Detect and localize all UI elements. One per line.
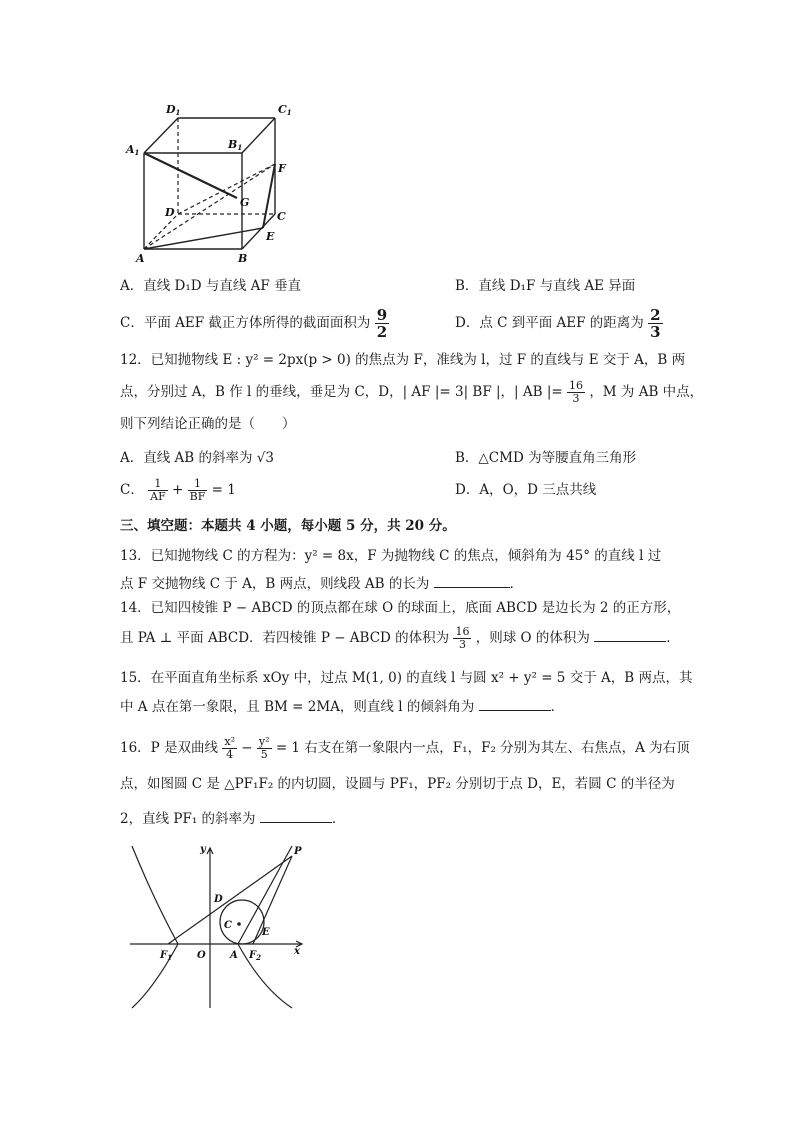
edge-a1d1: [144, 118, 178, 153]
q12-c-fraction1: [148, 478, 168, 503]
label-e: E: [266, 230, 275, 243]
label-d1: D1: [166, 103, 181, 117]
label-c1: C1: [278, 103, 292, 117]
q16-fy-num: y²: [258, 735, 270, 748]
q16-fraction-x: [222, 736, 237, 761]
q16-line1: [120, 736, 690, 761]
section3-heading: 三、填空题：本题共 4 小题，每小题 5 分，共 20 分。: [120, 518, 456, 534]
label-e: E: [262, 927, 270, 938]
q13-answer-blank[interactable]: [434, 573, 510, 588]
q16-line1-text: 16．P 是双曲线: [120, 740, 219, 756]
edge-b1c1: [242, 118, 275, 153]
label-b: B: [238, 252, 248, 265]
q12-line1: 12．已知抛物线 E : y² = 2px(p > 0) 的焦点为 F，准线为 l，过 F 的直线与 E 交于 A，B 两: [120, 352, 686, 368]
q14-num: 16: [455, 625, 470, 638]
label-c: C: [277, 210, 286, 223]
q11-c-num: 9: [376, 306, 388, 324]
q12-c-fraction2: [188, 478, 208, 503]
q14-line2-text: 且 PA ⊥ 平面 ABCD．若四棱锥 P − ABCD 的体积为: [120, 630, 450, 646]
q11-option-d: [455, 307, 663, 340]
q11-option-c: [120, 307, 389, 340]
q12-line2: [120, 380, 703, 405]
q16-fx-den: 4: [226, 748, 234, 761]
q12-line2-text: 点，分别过 A，B 作 l 的垂线，垂足为 C，D，| AF |= 3| BF |，| AB |=: [120, 384, 563, 400]
q16-fx-num: x²: [224, 735, 235, 748]
q12-option-c: [120, 478, 236, 503]
q11-c-den: 2: [376, 323, 388, 341]
segment-df-hidden: [178, 164, 275, 214]
q14-line2-suffix: ，则球 O 的体积为: [475, 630, 590, 646]
label-d: D: [214, 894, 223, 905]
label-y: y: [200, 844, 206, 855]
q11-option-a: A．直线 D₁D 与直线 AF 垂直: [120, 278, 302, 294]
q12-c-plus: +: [172, 482, 184, 498]
q13-line1: 13．已知抛物线 C 的方程为：y² = 8x，F 为抛物线 C 的焦点，倾斜角为 45° 的直线 l 过: [120, 548, 662, 564]
q14-volume-fraction: [453, 626, 471, 651]
q12-line3: 则下列结论正确的是（ ）: [120, 416, 296, 432]
q11-option-d-fraction: [648, 307, 662, 340]
q11-option-c-text: C．平面 AEF 截正方体所得的截面面积为: [120, 315, 371, 331]
label-f2: $F_2$: [249, 950, 261, 962]
q14-den: 3: [458, 638, 466, 651]
label-a: A: [230, 950, 238, 961]
left-branch: [132, 846, 178, 1008]
label-x: x: [294, 946, 300, 957]
q16-minus: −: [241, 740, 253, 756]
q16-line3-text: 2，直线 PF₁ 的斜率为: [120, 811, 256, 827]
q14-line1: 14．已知四棱锥 P − ABCD 的顶点都在球 O 的球面上，底面 ABCD 是边长为 2 的正方形，: [120, 600, 681, 616]
segment-af-hidden: [144, 164, 275, 249]
label-a: A: [136, 252, 145, 265]
q12-c-f1-den: AF: [150, 490, 166, 503]
label-p: P: [294, 846, 302, 857]
q12-ab-num: 16: [569, 379, 584, 392]
q12-option-b: B．△CMD 为等腰直角三角形: [455, 450, 637, 466]
label-g: G: [240, 196, 250, 209]
segment-fe: [263, 164, 275, 228]
q11-option-b: B．直线 D₁F 与直线 AE 异面: [455, 278, 636, 294]
label-f1: $F_1$: [160, 950, 172, 962]
q16-line2: 点，如图圆 C 是 △PF₁F₂ 的内切圆，设圆与 PF₁，PF₂ 分别切于点 D，E，若圆 C 的半径为: [120, 776, 675, 792]
q16-line3: 2，直线 PF₁ 的斜率为 ．: [120, 808, 345, 829]
q15-line2: 中 A 点在第一象限，且 BM = 2MA，则直线 l 的倾斜角为 ．: [120, 696, 564, 717]
center-c-dot: [237, 922, 241, 926]
q16-answer-blank[interactable]: [260, 808, 332, 823]
label-c: C: [224, 920, 232, 931]
q11-option-c-fraction: [375, 307, 389, 340]
label-d: D: [165, 206, 175, 219]
q12-option-a: A．直线 AB 的斜率为 √3: [120, 450, 274, 466]
q12-option-c-label: C．: [120, 482, 144, 498]
hyperbola-figure: [124, 840, 310, 1010]
label-o: O: [197, 950, 206, 961]
q12-c-f1-num: 1: [148, 478, 168, 491]
q14-line2: 且 PA ⊥ 平面 ABCD．若四棱锥 P − ABCD 的体积为 $\frac{16}{3}$ ，则球 O 的体积为 ．: [120, 625, 680, 651]
q11-d-num: 2: [650, 306, 661, 324]
q13-line2: 点 F 交抛物线 C 于 A，B 两点，则线段 AB 的长为 ．: [120, 573, 523, 594]
q12-ab-den: 3: [572, 392, 580, 405]
label-a1: A1: [126, 143, 140, 157]
q12-c-f2-den: BF: [189, 490, 206, 503]
q13-line2-text: 点 F 交抛物线 C 于 A，B 两点，则线段 AB 的长为: [120, 576, 430, 592]
q16-fy-den: 5: [260, 748, 268, 761]
q11-d-den: 3: [650, 323, 661, 341]
q16-fraction-y: [257, 736, 272, 761]
label-b1: B1: [228, 138, 243, 152]
q11-option-d-text: D．点 C 到平面 AEF 的距离为: [455, 315, 644, 331]
label-f: F: [278, 162, 286, 175]
q15-answer-blank[interactable]: [479, 696, 551, 711]
q16-line1-suffix: = 1 右支在第一象限内一点，F₁，F₂ 分别为其左、右焦点，A 为右顶: [275, 740, 690, 756]
q12-c-suffix: = 1: [211, 482, 236, 498]
q12-option-d: D．A，O，D 三点共线: [455, 482, 597, 498]
q14-answer-blank[interactable]: [594, 627, 666, 642]
q12-c-f2-num: 1: [188, 478, 208, 491]
q12-ab-fraction: [567, 380, 585, 405]
q15-line2-text: 中 A 点在第一象限，且 BM = 2MA，则直线 l 的倾斜角为: [120, 699, 475, 715]
cube-figure: [120, 98, 305, 268]
q15-line1: 15．在平面直角坐标系 xOy 中，过点 M(1, 0) 的直线 l 与圆 x² + y² = 5 交于 A，B 两点，其: [120, 670, 693, 686]
q12-line2-suffix: ，M 为 AB 中点，: [589, 384, 704, 400]
